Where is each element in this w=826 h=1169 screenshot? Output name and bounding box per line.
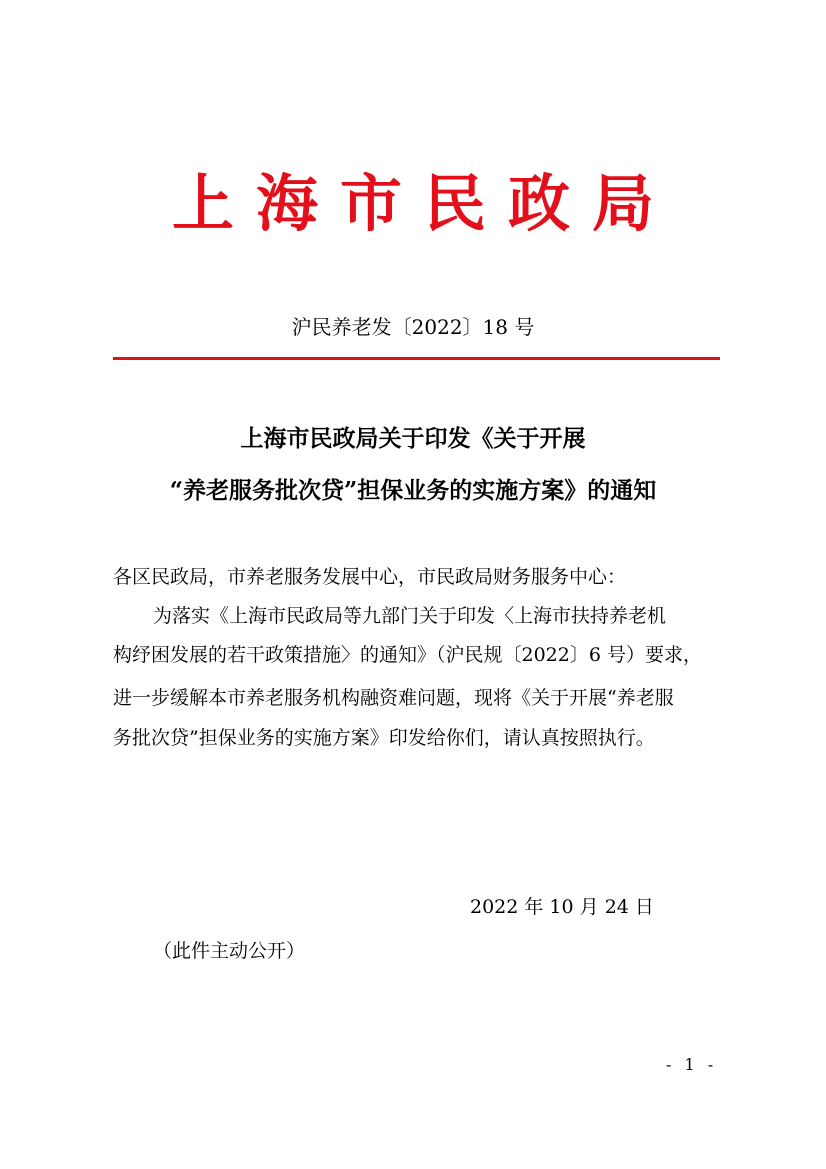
addressees: 各区民政局，市养老服务发展中心，市民政局财务服务中心： <box>113 566 627 588</box>
issue-date: 2022 年 10 月 24 日 <box>470 896 654 918</box>
agency-header: 上海市民政局 <box>171 167 676 240</box>
page-number: - 1 - <box>666 1055 718 1074</box>
red-separator-line <box>113 357 720 360</box>
body-line: 为落实《上海市民政局等九部门关于印发〈上海市扶持养老机 <box>153 605 667 627</box>
disclosure-note: （此件主动公开） <box>153 940 306 962</box>
body-line: 进一步缓解本市养老服务机构融资难问题，现将《关于开展“养老服 <box>113 687 674 709</box>
body-line: 构纾困发展的若干政策措施〉的通知》（沪民规〔2022〕6 号）要求， <box>113 644 702 666</box>
document-title-line-1: 上海市民政局关于印发《关于开展 <box>240 425 586 452</box>
document-title-line-2: “养老服务批次贷”担保业务的实施方案》的通知 <box>169 477 657 504</box>
body-line: 务批次贷”担保业务的实施方案》印发给你们，请认真按照执行。 <box>113 727 655 749</box>
document-number: 沪民养老发〔2022〕18 号 <box>291 315 535 339</box>
